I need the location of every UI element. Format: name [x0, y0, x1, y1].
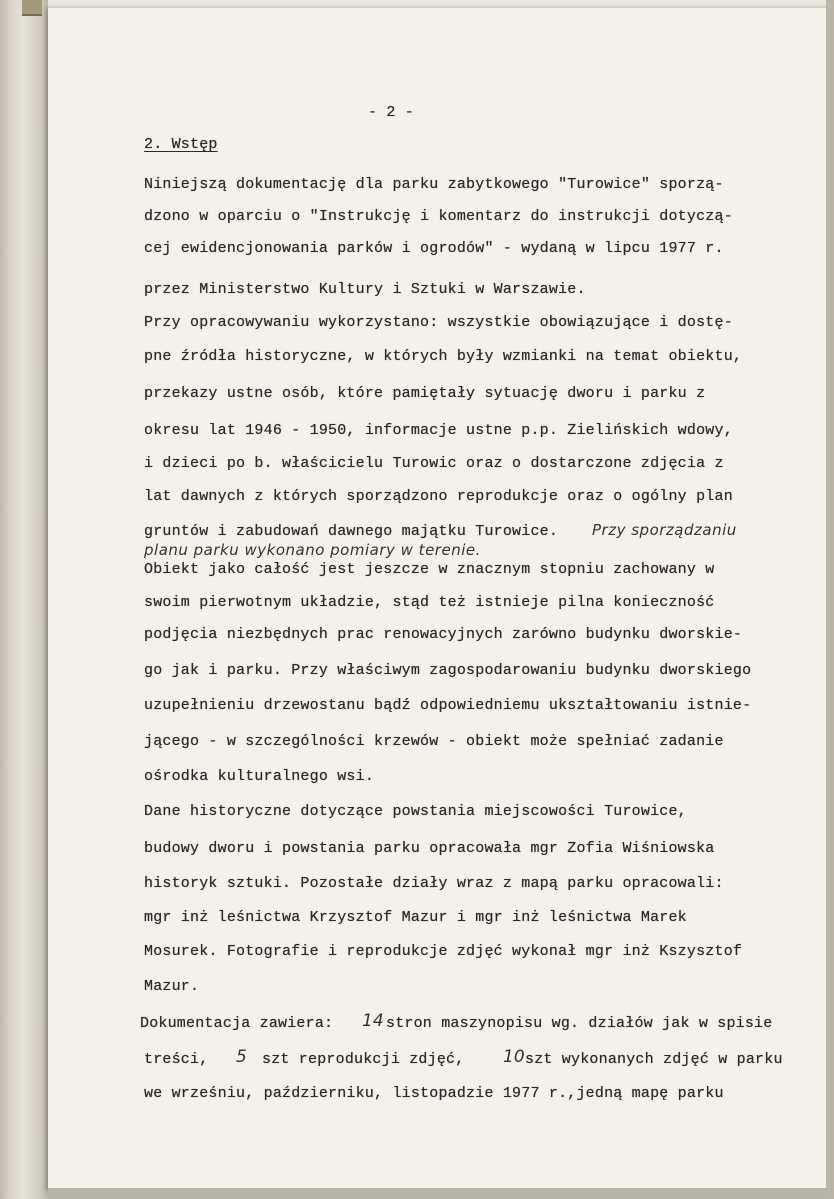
text-line: Mazur. [144, 978, 200, 995]
text-line: podjęcia niezbędnych prac renowacyjnych zarówno budynku dworskie- [144, 626, 743, 643]
text-line: gruntów i zabudowań dawnego majątku Turowice. [144, 523, 559, 540]
text-line: lat dawnych z których sporządzono reprodukcje oraz o ogólny plan [144, 488, 733, 505]
text-line: historyk sztuki. Pozostałe działy wraz z mapą parku opracowali: [144, 875, 724, 892]
text-line: treści, [144, 1051, 209, 1068]
text-line: mgr inż leśnictwa Krzysztof Mazur i mgr inż leśnictwa Marek [144, 909, 687, 926]
text-line: szt reprodukcji zdjęć, [262, 1051, 465, 1068]
handwritten-note: Przy sporządzaniu [592, 521, 737, 539]
text-line: Obiekt jako całość jest jeszcze w znacznym stopniu zachowany w [144, 561, 715, 578]
text-line: go jak i parku. Przy właściwym zagospodarowaniu budynku dworskiego [144, 662, 752, 679]
binder-spine [0, 0, 48, 1199]
page-bottom-edge [48, 1188, 834, 1199]
text-line: uzupełnieniu drzewostanu bądź odpowiedniemu ukształtowaniu istnie- [144, 697, 752, 714]
text-line: Dokumentacja zawiera: [140, 1015, 334, 1032]
handwritten-number: 10 [503, 1047, 525, 1067]
section-heading: 2. Wstęp [144, 136, 218, 153]
handwritten-number: 5 [236, 1047, 247, 1067]
text-line: jącego - w szczególności krzewów - obiekt może spełniać zadanie [144, 733, 724, 750]
text-line: okresu lat 1946 - 1950, informacje ustne p.p. Zielińskich wdowy, [144, 422, 733, 439]
text-line: Niniejszą dokumentację dla parku zabytkowego "Turowice" sporzą- [144, 176, 724, 193]
text-line: we wrześniu, październiku, listopadzie 1977 r.,jedną mapę parku [144, 1085, 724, 1102]
binder-clip [22, 0, 42, 16]
page-number: - 2 - [368, 104, 415, 121]
text-line: cej ewidencjonowania parków i ogrodów" - wydaną w lipcu 1977 r. [144, 240, 724, 257]
text-line: szt wykonanych zdjęć w parku [525, 1051, 783, 1068]
page-right-edge [826, 0, 834, 1199]
text-line: ośrodka kulturalnego wsi. [144, 768, 375, 785]
handwritten-note: planu parku wykonano pomiary w terenie. [144, 541, 481, 559]
text-line: stron maszynopisu wg. działów jak w spisie [386, 1015, 773, 1032]
text-line: Mosurek. Fotografie i reprodukcje zdjęć wykonał mgr inż Kszysztof [144, 943, 743, 960]
text-line: przez Ministerstwo Kultury i Sztuki w Warszawie. [144, 281, 586, 298]
text-line: i dzieci po b. właścicielu Turowic oraz o dostarczone zdjęcia z [144, 455, 724, 472]
text-line: budowy dworu i powstania parku opracowała mgr Zofia Wiśniowska [144, 840, 715, 857]
handwritten-number: 14 [362, 1011, 384, 1031]
text-line: Dane historyczne dotyczące powstania miejscowości Turowice, [144, 803, 687, 820]
text-line: swoim pierwotnym układzie, stąd też istnieje pilna konieczność [144, 594, 715, 611]
text-line: pne źródła historyczne, w których były wzmianki na temat obiektu, [144, 348, 743, 365]
text-line: przekazy ustne osób, które pamiętały sytuację dworu i parku z [144, 385, 706, 402]
text-line: Przy opracowywaniu wykorzystano: wszystkie obowiązujące i dostę- [144, 314, 733, 331]
text-line: dzono w oparciu o "Instrukcję i komentarz do instrukcji dotyczą- [144, 208, 733, 225]
